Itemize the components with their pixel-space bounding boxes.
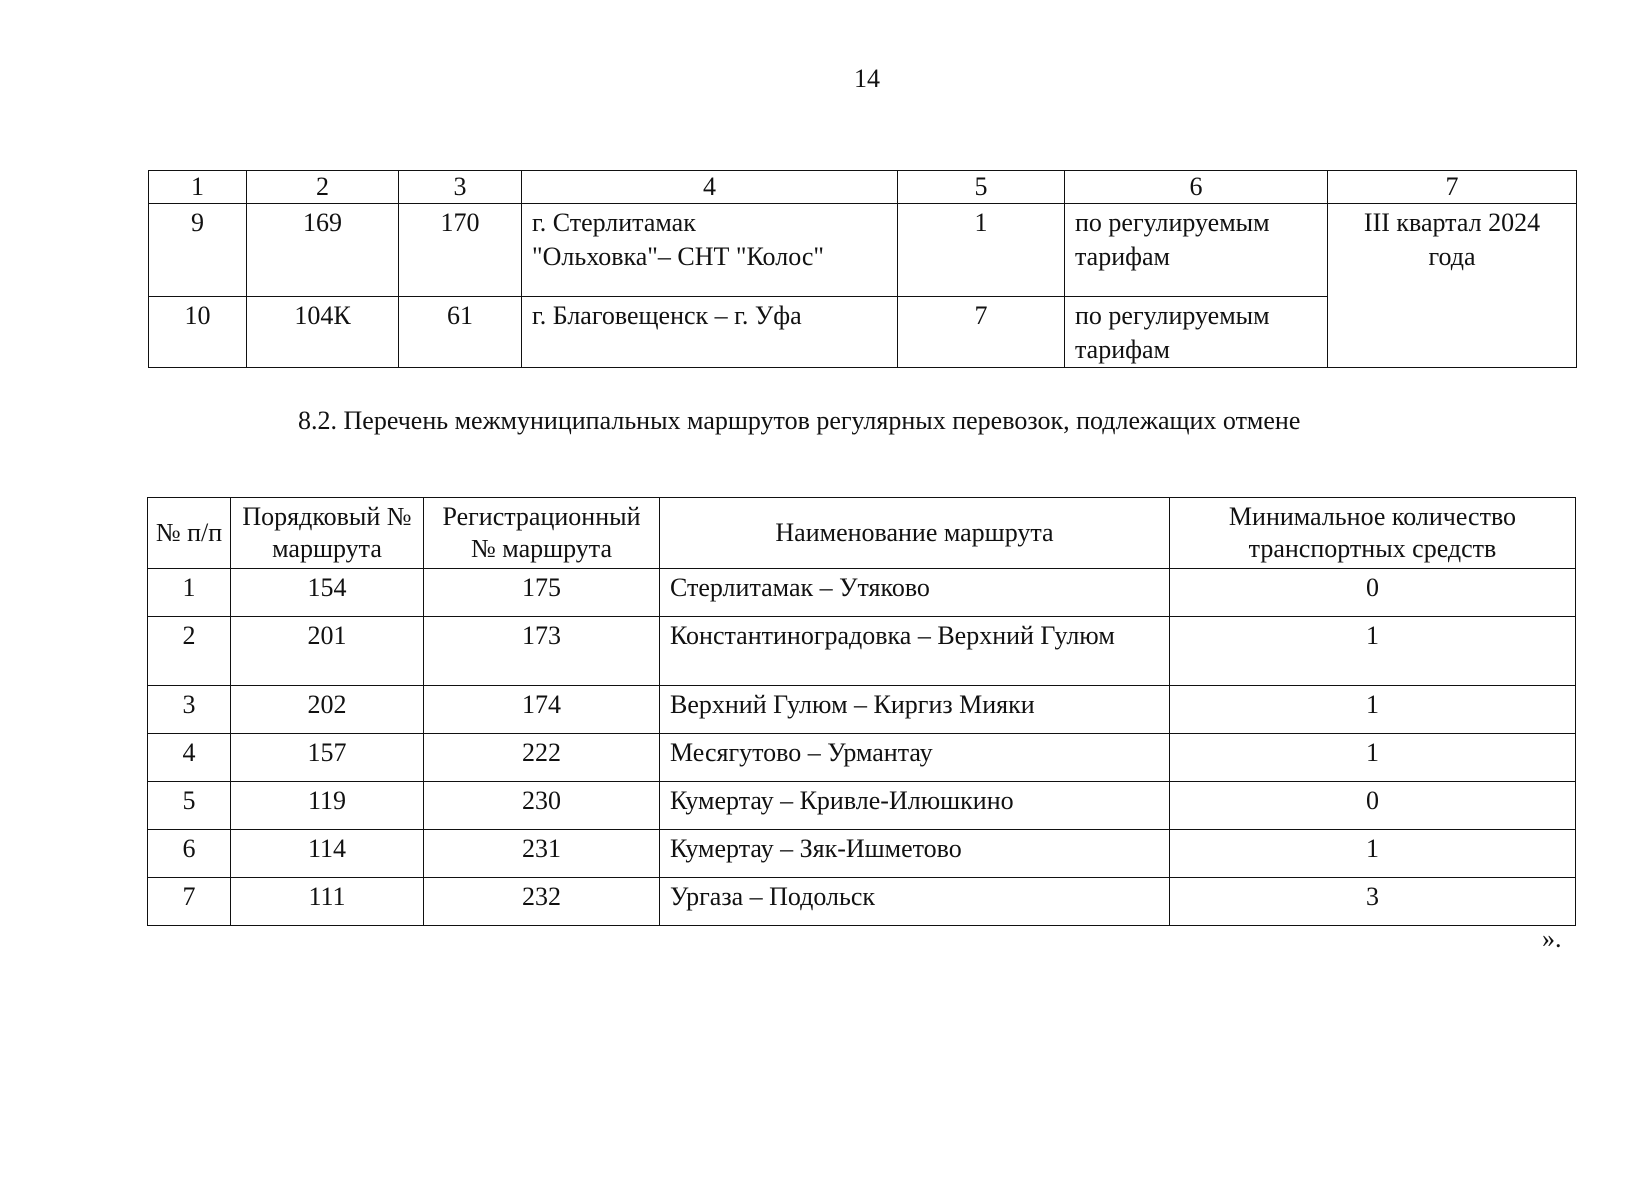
route-name-line: "Ольховка"– СНТ "Колос" — [532, 242, 824, 271]
cell: 230 — [424, 782, 660, 830]
cell: 1 — [148, 569, 231, 617]
page-number: 14 — [854, 64, 880, 93]
cell: 9 — [149, 204, 247, 297]
cell: 1 — [1170, 686, 1576, 734]
table-row — [148, 569, 1576, 617]
table-row — [149, 204, 1577, 297]
cell: 7 — [148, 878, 231, 926]
cell: 3 — [148, 686, 231, 734]
section-heading: 8.2. Перечень межмуниципальных маршрутов регулярных перевозок, подлежащих отмене — [298, 406, 1301, 435]
col-number: 5 — [898, 171, 1065, 204]
col-number: 1 — [149, 171, 247, 204]
cell: 1 — [1170, 734, 1576, 782]
cell: 111 — [231, 878, 424, 926]
route-name: Ургаза – Подольск — [660, 878, 1170, 926]
cell: 61 — [399, 297, 522, 368]
cell: 1 — [898, 204, 1065, 297]
cell: 157 — [231, 734, 424, 782]
route-name: Константиноградовка – Верхний Гулюм — [660, 617, 1170, 686]
table-row — [148, 782, 1576, 830]
cell: 201 — [231, 617, 424, 686]
cell: 202 — [231, 686, 424, 734]
tariff-cell: по регулируемым тарифам — [1065, 204, 1328, 297]
header-name: Наименование маршрута — [660, 498, 1170, 569]
route-name-cell: г. Благовещенск – г. Уфа — [522, 297, 898, 368]
cell: 6 — [148, 830, 231, 878]
cell: 1 — [1170, 617, 1576, 686]
cell: 174 — [424, 686, 660, 734]
cell: 5 — [148, 782, 231, 830]
table-row — [148, 686, 1576, 734]
col-number: 6 — [1065, 171, 1328, 204]
cell: 231 — [424, 830, 660, 878]
tariff-cell: по регулируемым тарифам — [1065, 297, 1328, 368]
cell: 0 — [1170, 782, 1576, 830]
header-reg: Регистрационный № маршрута — [424, 498, 660, 569]
header-row — [148, 498, 1576, 569]
column-number-row — [149, 171, 1577, 204]
cell: 170 — [399, 204, 522, 297]
header-num: № п/п — [148, 498, 231, 569]
col-number: 2 — [247, 171, 399, 204]
cell: 154 — [231, 569, 424, 617]
col-number: 4 — [522, 171, 898, 204]
closing-quote-mark: ». — [1542, 924, 1562, 953]
cell: 10 — [149, 297, 247, 368]
cell: 7 — [898, 297, 1065, 368]
header-min: Минимальное количество транспортных средств — [1170, 498, 1576, 569]
route-name-line: г. Стерлитамак — [532, 208, 696, 237]
route-name: Стерлитамак – Утяково — [660, 569, 1170, 617]
cell: 2 — [148, 617, 231, 686]
period-cell: III квартал 2024 года — [1328, 204, 1577, 368]
cell: 173 — [424, 617, 660, 686]
cell: 169 — [247, 204, 399, 297]
table-row — [148, 830, 1576, 878]
cell: 0 — [1170, 569, 1576, 617]
routes-cancel-table — [147, 497, 1576, 926]
table-row — [148, 878, 1576, 926]
cell: 232 — [424, 878, 660, 926]
cell: 1 — [1170, 830, 1576, 878]
route-name: Верхний Гулюм – Киргиз Мияки — [660, 686, 1170, 734]
cell: 114 — [231, 830, 424, 878]
route-name-cell — [522, 204, 898, 297]
cell: 222 — [424, 734, 660, 782]
cell: 175 — [424, 569, 660, 617]
route-name: Кумертау – Кривле-Илюшкино — [660, 782, 1170, 830]
route-name: Месягутово – Урмантау — [660, 734, 1170, 782]
table-row — [148, 617, 1576, 686]
cell: 104К — [247, 297, 399, 368]
route-name: Кумертау – Зяк-Ишметово — [660, 830, 1170, 878]
header-order: Порядковый № маршрута — [231, 498, 424, 569]
cell: 3 — [1170, 878, 1576, 926]
routes-change-table — [148, 170, 1577, 368]
cell: 119 — [231, 782, 424, 830]
col-number: 3 — [399, 171, 522, 204]
table-row — [148, 734, 1576, 782]
col-number: 7 — [1328, 171, 1577, 204]
cell: 4 — [148, 734, 231, 782]
